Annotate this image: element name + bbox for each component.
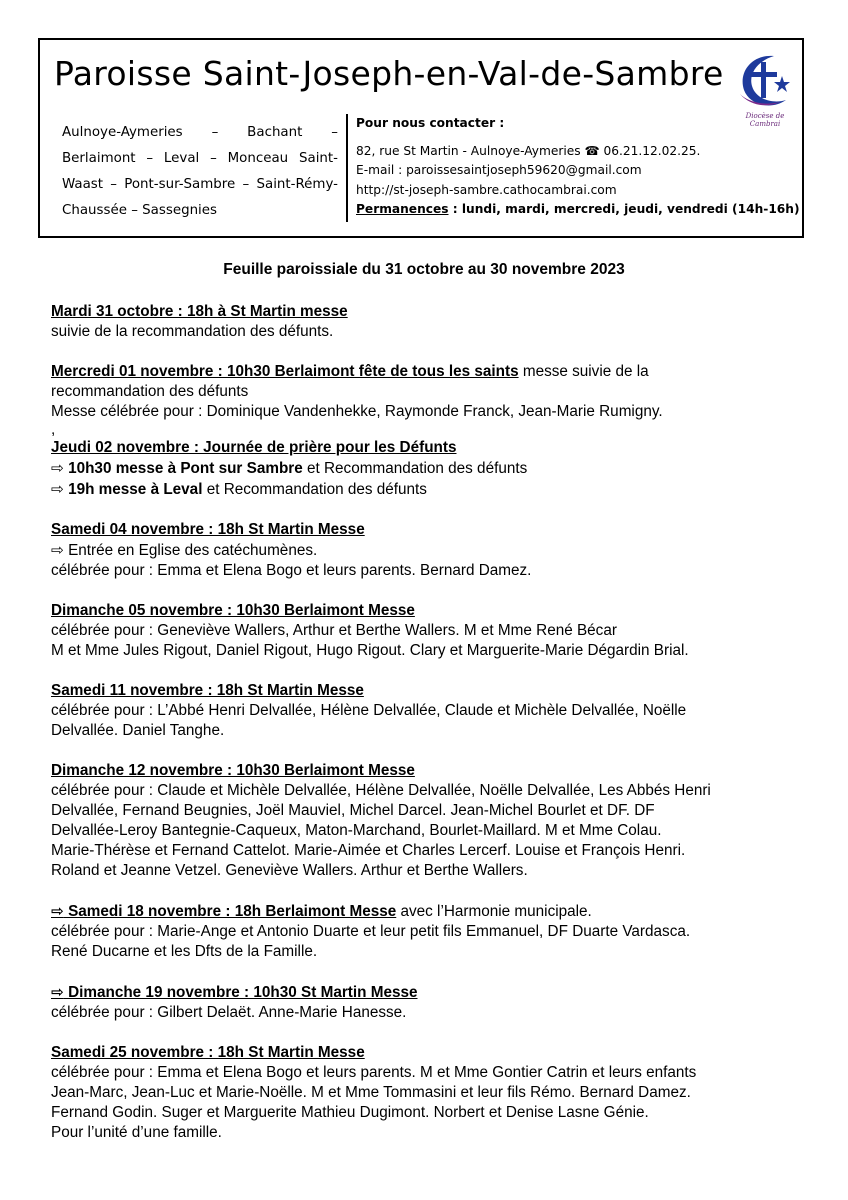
- entry-nov-02: [51, 438, 811, 500]
- entry-line: René Ducarne et les Dfts de la Famille.: [51, 943, 318, 960]
- entry-line: Delvallée. Daniel Tanghe.: [51, 722, 225, 739]
- arrow-icon: ⇨: [51, 480, 64, 498]
- permanences-label: Permanences: [356, 202, 449, 216]
- entry-nov-05: [51, 601, 811, 661]
- entry-line: suivie de la recommandation des défunts.: [51, 323, 334, 340]
- contact-permanences: [356, 200, 800, 220]
- towns-text: Aulnoye-Aymeries – Bachant – Berlaimont – Leval – Monceau Saint-Waast – Pont-sur-Sambre – Saint-Rémy-Chaussée – Sassegnies: [62, 125, 338, 218]
- entry-line: Roland et Jeanne Vetzel. Geneviève Wallers. Arthur et Berthe Wallers.: [51, 862, 528, 879]
- entry-line: célébrée pour : Geneviève Wallers, Arthur et Berthe Wallers. M et Mme René Bécar: [51, 622, 617, 639]
- entry-heading: Samedi 25 novembre : 18h St Martin Messe: [51, 1044, 365, 1061]
- entry-line: célébrée pour : Emma et Elena Bogo et leurs parents. M et Mme Gontier Catrin et leurs enfants: [51, 1064, 697, 1081]
- entry-line: célébrée pour : Gilbert Delaët. Anne-Marie Hanesse.: [51, 1004, 407, 1021]
- entry-nov-19: [51, 982, 811, 1023]
- entry-nov-25: [51, 1043, 811, 1143]
- entry-line: Marie-Thérèse et Fernand Cattelot. Marie-Aimée et Charles Lercerf. Louise et François Henri.: [51, 842, 686, 859]
- entry-line: et Recommandation des défunts: [202, 481, 427, 498]
- entry-line: Pour l’unité d’une famille.: [51, 1124, 222, 1141]
- bulletin-content: [51, 302, 811, 1163]
- entry-line: et Recommandation des défunts: [302, 460, 528, 477]
- entry-bold: 10h30 messe à Pont sur Sambre: [63, 460, 303, 477]
- arrow-icon: ⇨: [51, 541, 64, 559]
- entry-line: célébrée pour : Claude et Michèle Delvallée, Hélène Delvallée, Noëlle Delvallée, Les Abbés Henri: [51, 782, 711, 799]
- entry-heading: Jeudi 02 novembre : Journée de prière pour les Défunts: [51, 439, 457, 456]
- entry-heading-tail: avec l’Harmonie municipale.: [396, 903, 592, 920]
- entry-nov-04: [51, 520, 811, 581]
- diocese-cross-icon: [734, 50, 796, 112]
- permanences-text: : lundi, mardi, mercredi, jeudi, vendredi (14h-16h): [448, 202, 800, 216]
- entry-line: Entrée en Eglise des catéchumènes.: [63, 542, 318, 559]
- contact-website: http://st-joseph-sambre.cathocambrai.com: [356, 182, 617, 197]
- entry-oct-31: [51, 302, 811, 342]
- entry-line: Jean-Marc, Jean-Luc et Marie-Noëlle. M et Mme Tommasini et leur fils Rémo. Bernard Damez.: [51, 1084, 691, 1101]
- bulletin-title: Feuille paroissiale du 31 octobre au 30 novembre 2023: [223, 261, 625, 278]
- entry-bold: 19h messe à Leval: [63, 481, 203, 498]
- logo-caption: Diocèse de Cambrai: [745, 112, 785, 128]
- entry-nov-12: [51, 761, 811, 881]
- entry-line: recommandation des défunts: [51, 383, 249, 400]
- contact-address: 82, rue St Martin - Aulnoye-Aymeries ☎ 06.21.12.02.25.: [356, 143, 701, 158]
- contact-block: [356, 114, 800, 220]
- entry-line: Fernand Godin. Suger et Marguerite Mathieu Dugimont. Norbert et Denise Lasne Génie.: [51, 1104, 649, 1121]
- entry-line: Delvallée, Fernand Beugnies, Joël Mauviel, Michel Darcel. Jean-Michel Bourlet et DF. DF: [51, 802, 655, 819]
- entry-heading: Mardi 31 octobre : 18h à St Martin messe: [51, 303, 348, 320]
- entry-line: Messe célébrée pour : Dominique Vandenhekke, Raymonde Franck, Jean-Marie Rumigny.: [51, 403, 663, 420]
- header-divider: [346, 114, 348, 222]
- towns-list: [62, 120, 338, 224]
- entry-line: célébrée pour : Marie-Ange et Antonio Duarte et leur petit fils Emmanuel, DF Duarte Vardasca.: [51, 923, 691, 940]
- entry-line: M et Mme Jules Rigout, Daniel Rigout, Hugo Rigout. Clary et Marguerite-Marie Dégardin Brial.: [51, 642, 689, 659]
- entry-heading: Dimanche 12 novembre : 10h30 Berlaimont Messe: [51, 762, 415, 779]
- stray-comma: ,: [51, 421, 56, 438]
- parish-title: Paroisse Saint-Joseph-en-Val-de-Sambre: [54, 54, 724, 93]
- entry-heading: Samedi 11 novembre : 18h St Martin Messe: [51, 682, 364, 699]
- entry-heading: Samedi 04 novembre : 18h St Martin Messe: [51, 521, 365, 538]
- entry-heading: Samedi 18 novembre : 18h Berlaimont Messe: [63, 903, 397, 920]
- arrow-icon: ⇨: [51, 902, 64, 920]
- entry-line: célébrée pour : L’Abbé Henri Delvallée, Hélène Delvallée, Claude et Michèle Delvallée, Noëlle: [51, 702, 687, 719]
- entry-heading: Dimanche 19 novembre : 10h30 St Martin Messe: [63, 984, 418, 1001]
- entry-nov-11: [51, 681, 811, 741]
- diocese-logo: [734, 50, 796, 128]
- entry-line: célébrée pour : Emma et Elena Bogo et leurs parents. Bernard Damez.: [51, 562, 532, 579]
- entry-line: Delvallée-Leroy Bantegnie-Caqueux, Maton-Marchand, Bourlet-Maillard. M et Mme Colau.: [51, 822, 662, 839]
- arrow-icon: ⇨: [51, 459, 64, 477]
- contact-email: E-mail : paroissesaintjoseph59620@gmail.com: [356, 163, 642, 177]
- entry-nov-01: [51, 362, 811, 438]
- contact-heading: Pour nous contacter :: [356, 116, 505, 130]
- entry-heading: Mercredi 01 novembre : 10h30 Berlaimont fête de tous les saints: [51, 363, 519, 380]
- header-box: [38, 38, 804, 238]
- entry-heading-tail: messe suivie de la: [518, 363, 649, 380]
- entry-nov-18: [51, 901, 811, 962]
- arrow-icon: ⇨: [51, 983, 64, 1001]
- entry-heading: Dimanche 05 novembre : 10h30 Berlaimont Messe: [51, 602, 415, 619]
